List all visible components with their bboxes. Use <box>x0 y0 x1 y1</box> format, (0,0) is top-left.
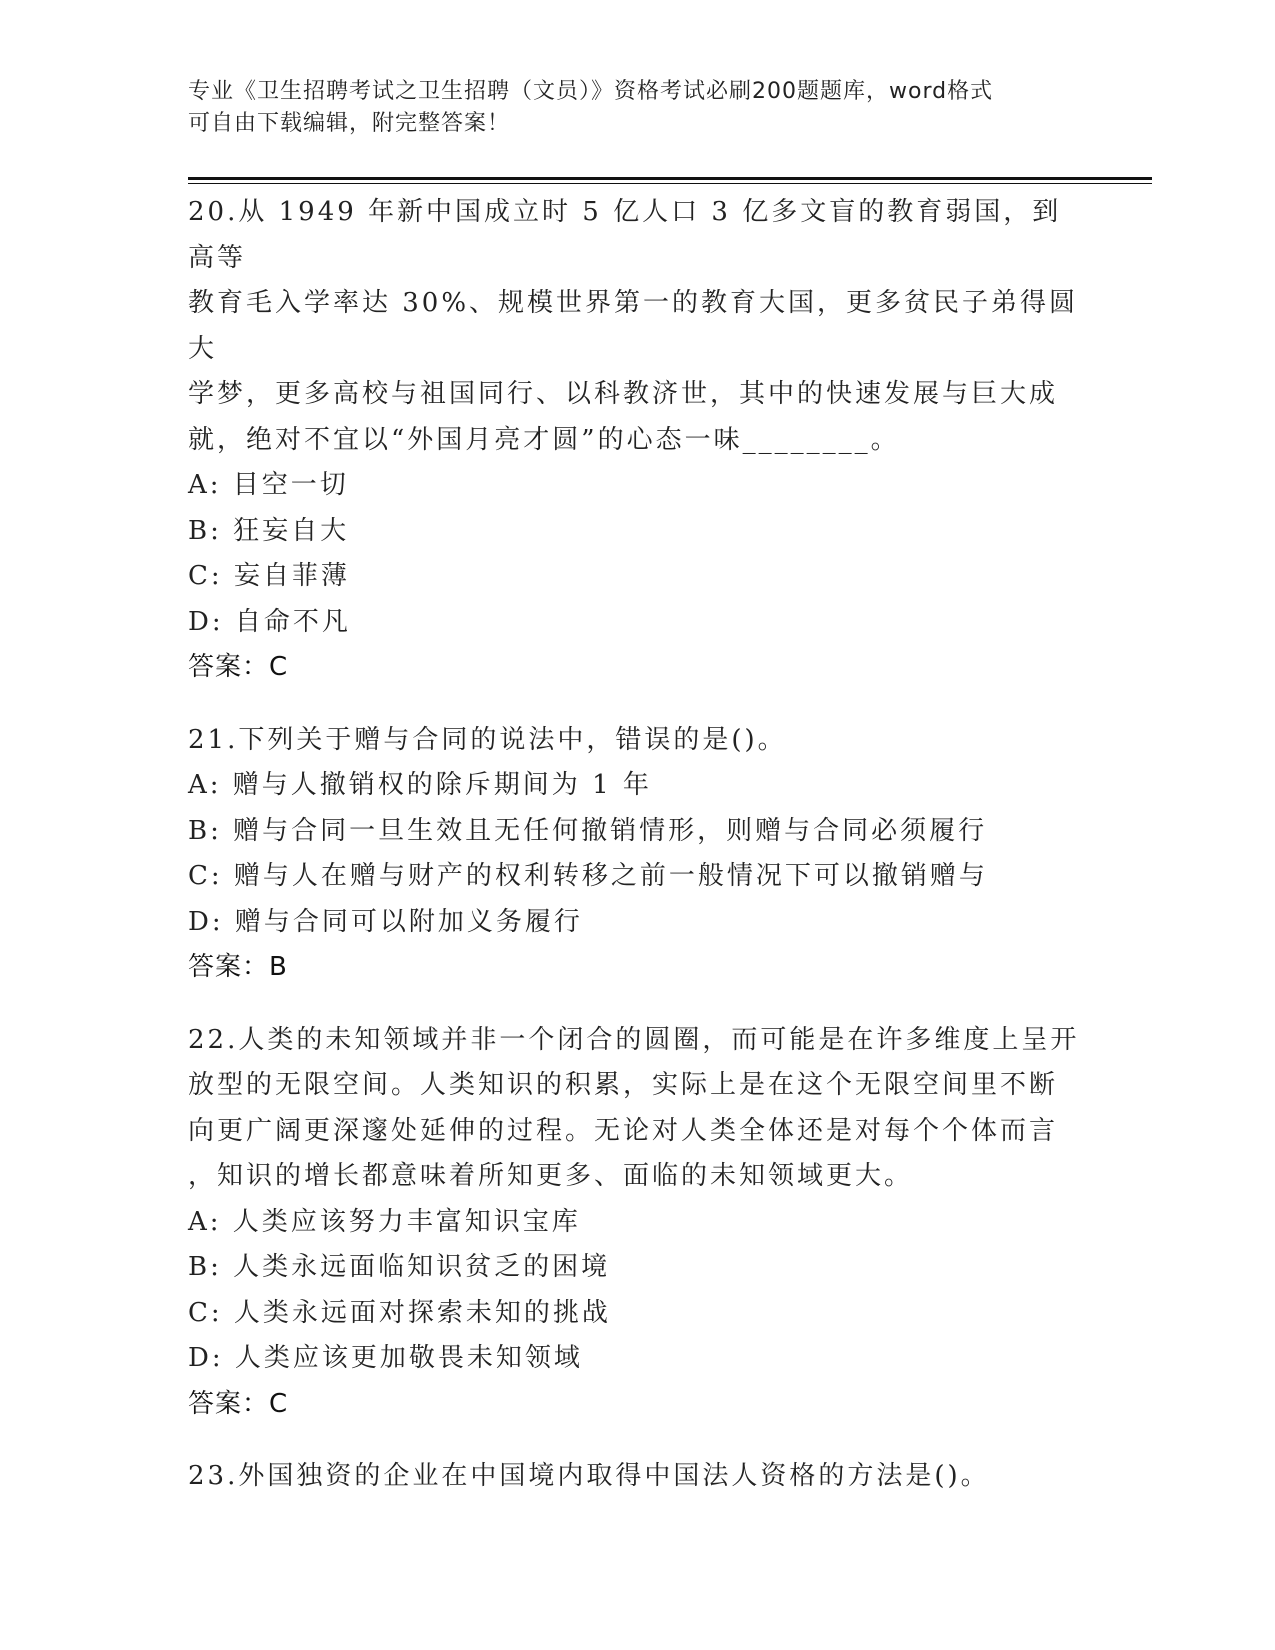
stem-line: 22.人类的未知领域并非一个闭合的圆圈，而可能是在许多维度上呈开 <box>188 1024 1080 1055</box>
stem-line: 就，绝对不宜以“外国月亮才圆”的心态一味________。 <box>188 424 900 455</box>
header-line-1: 专业《卫生招聘考试之卫生招聘（文员）》资格考试必刷200题题库，word格式 <box>188 79 994 104</box>
answer-line: 答案：B <box>188 952 288 982</box>
option-a: A: 目空一切 <box>188 470 349 500</box>
stem-line: 21.下列关于赠与合同的说法中，错误的是()。 <box>188 724 787 755</box>
option-a: A: 人类应该努力丰富知识宝库 <box>188 1206 581 1237</box>
option-c: C: 人类永远面对探索未知的挑战 <box>188 1297 611 1328</box>
answer-line: 答案：C <box>188 652 289 682</box>
question-stem <box>188 190 1088 463</box>
option-d: D: 人类应该更加敬畏未知领域 <box>188 1343 583 1373</box>
option-c: C: 赠与人在赠与财产的权利转移之前一般情况下可以撤销赠与 <box>188 861 988 891</box>
header-divider-thin <box>188 183 1152 184</box>
stem-line: ，知识的增长都意味着所知更多、面临的未知领域更大。 <box>188 1161 914 1191</box>
header-divider <box>188 177 1152 180</box>
question-20 <box>188 190 1088 691</box>
document-header <box>188 76 1088 140</box>
stem-line: 学梦，更多高校与祖国同行、以科教济世，其中的快速发展与巨大成 <box>188 379 1059 409</box>
stem-line: 放型的无限空间。人类知识的积累，实际上是在这个无限空间里不断 <box>188 1070 1059 1100</box>
option-a: A: 赠与人撤销权的除斥期间为 1 年 <box>188 770 652 800</box>
question-22 <box>188 1018 1088 1428</box>
question-stem <box>188 1018 1088 1200</box>
question-stem <box>188 718 1088 764</box>
question-list <box>188 190 1088 1527</box>
stem-line: 向更广阔更深邃处延伸的过程。无论对人类全体还是对每个个体而言 <box>188 1115 1059 1146</box>
question-23 <box>188 1454 1088 1500</box>
question-stem <box>188 1454 1088 1500</box>
answer-line: 答案：C <box>188 1388 289 1419</box>
option-b: B: 赠与合同一旦生效且无任何撤销情形，则赠与合同必须履行 <box>188 815 988 846</box>
stem-line: 23.外国独资的企业在中国境内取得中国法人资格的方法是()。 <box>188 1461 990 1491</box>
option-b: B: 狂妄自大 <box>188 515 350 546</box>
stem-line: 教育毛入学率达 30%、规模世界第一的教育大国，更多贫民子弟得圆大 <box>188 288 1079 364</box>
stem-line: 20.从 1949 年新中国成立时 5 亿人口 3 亿多文盲的教育弱国，到高等 <box>188 197 1062 273</box>
question-21 <box>188 718 1088 991</box>
option-c: C: 妄自菲薄 <box>188 561 350 591</box>
option-d: D: 自命不凡 <box>188 606 351 637</box>
header-line-2: 可自由下载编辑，附完整答案！ <box>188 111 511 136</box>
option-d: D: 赠与合同可以附加义务履行 <box>188 906 583 937</box>
option-b: B: 人类永远面临知识贫乏的困境 <box>188 1252 611 1282</box>
